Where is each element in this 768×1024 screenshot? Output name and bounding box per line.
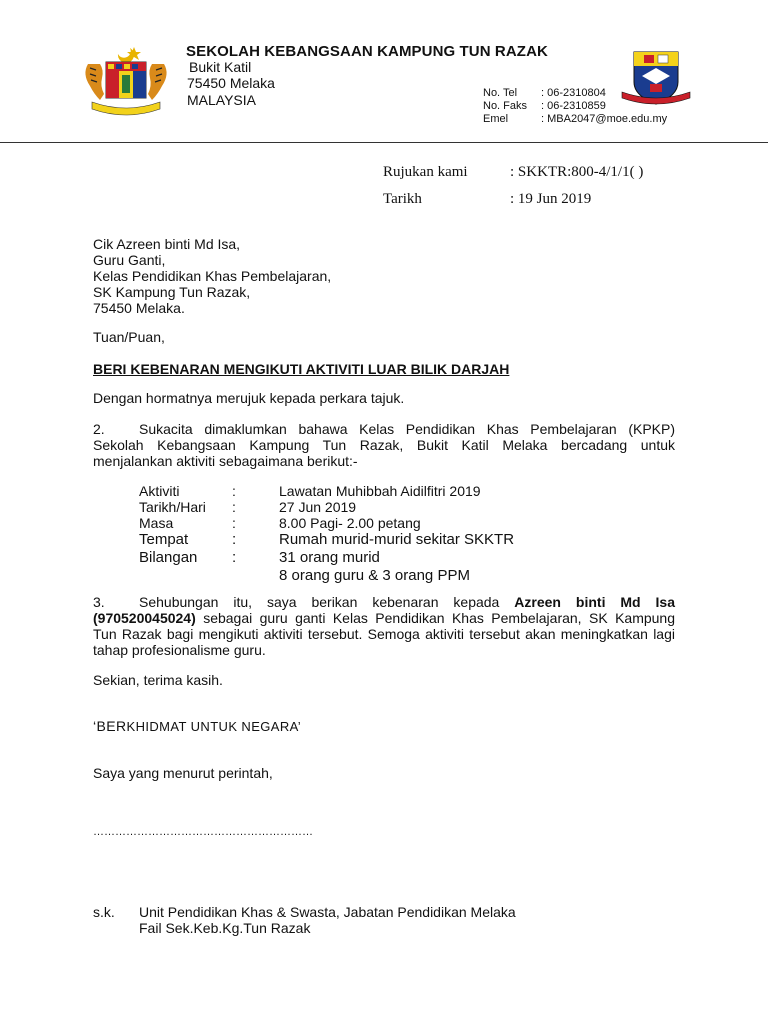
- para2-number: 2.: [93, 421, 105, 437]
- cc-line-1: Unit Pendidikan Khas & Swasta, Jabatan Pendidikan Melaka: [139, 904, 516, 920]
- reference-line: [383, 164, 643, 181]
- detail-row: Tempat : Rumah murid-murid sekitar SKKTR: [139, 531, 515, 548]
- school-logo: [620, 50, 692, 110]
- para3-line-2: (970520045024) sebagai guru ganti Kelas Pendidikan Khas Pembelajaran, SK Kampung: [93, 610, 676, 626]
- header-divider: [0, 142, 768, 143]
- address-line-1: Bukit Katil: [189, 59, 252, 75]
- date-value: : 19 Jun 2019: [510, 191, 592, 207]
- para3-number: 3.: [93, 594, 105, 610]
- opening-sentence: Dengan hormatnya merujuk kepada perkara tajuk.: [93, 390, 405, 406]
- detail-row: Aktiviti : Lawatan Muhibbah Aidilfitri 2019: [139, 483, 481, 499]
- contact-tel: No. Tel : 06-2310804: [483, 87, 606, 99]
- recipient-line: 75450 Melaka.: [93, 300, 185, 316]
- para2-line-1: Sukacita dimaklumkan bahawa Kelas Pendidikan Khas Pembelajaran (KPKP): [139, 421, 675, 437]
- sign-intro: Saya yang menurut perintah,: [93, 765, 273, 781]
- detail-row: Bilangan : 31 orang murid: [139, 549, 380, 566]
- recipient-line: SK Kampung Tun Razak,: [93, 284, 251, 300]
- reference-label: Rujukan kami: [383, 164, 468, 180]
- para3-line-4: tahap profesionalisme guru.: [93, 642, 266, 658]
- recipient-line: Kelas Pendidikan Khas Pembelajaran,: [93, 268, 332, 284]
- salutation: Tuan/Puan,: [93, 329, 165, 345]
- paragraph-2: [93, 421, 675, 469]
- activity-details: [139, 483, 514, 585]
- recipient-line: Cik Azreen binti Md Isa,: [93, 236, 241, 252]
- closing: Sekian, terima kasih.: [93, 672, 223, 688]
- national-crest-logo: [78, 44, 174, 118]
- letter-subject: BERI KEBENARAN MENGIKUTI AKTIVITI LUAR BILIK DARJAH: [93, 361, 510, 377]
- para3-line-3: Tun Razak bagi mengikuti aktiviti tersebut. Semoga aktiviti tersebut akan meningkatkan lagi: [93, 626, 675, 642]
- recipient-line: Guru Ganti,: [93, 252, 166, 268]
- signature-line: ……………………………………………………: [93, 826, 313, 838]
- address-line-3: MALAYSIA: [187, 92, 256, 108]
- teacher-name: Azreen binti Md Isa: [514, 594, 676, 610]
- paragraph-3: [93, 594, 675, 658]
- para2-line-2: Sekolah Kebangsaan Kampung Tun Razak, Bukit Katil Melaka bercadang untuk: [93, 437, 675, 453]
- school-name: SEKOLAH KEBANGSAAN KAMPUNG TUN RAZAK: [186, 43, 548, 60]
- date-line: [383, 191, 591, 208]
- address-line-2: 75450 Melaka: [187, 75, 275, 91]
- para2-line-3: menjalankan aktiviti sebagaimana berikut:-: [93, 453, 358, 469]
- contact-email: Emel : MBA2047@moe.edu.my: [483, 113, 668, 125]
- cc-label: s.k.: [93, 904, 115, 920]
- recipient-block: [93, 236, 331, 316]
- contact-fax: No. Faks : 06-2310859: [483, 100, 606, 112]
- para3-line-1: Sehubungan itu, saya berikan kebenaran kepada Azreen binti Md Isa: [139, 594, 676, 610]
- service-motto: ‘BERKHIDMAT UNTUK NEGARA’: [93, 718, 302, 734]
- detail-row: 8 orang guru & 3 orang PPM: [279, 567, 470, 584]
- cc-line-2: Fail Sek.Keb.Kg.Tun Razak: [139, 920, 311, 936]
- teacher-ic: (970520045024): [93, 610, 196, 626]
- detail-row: Tarikh/Hari : 27 Jun 2019: [139, 499, 357, 515]
- reference-value: : SKKTR:800-4/1/1( ): [510, 164, 644, 180]
- detail-row: Masa : 8.00 Pagi- 2.00 petang: [139, 515, 421, 531]
- date-label: Tarikh: [383, 191, 422, 207]
